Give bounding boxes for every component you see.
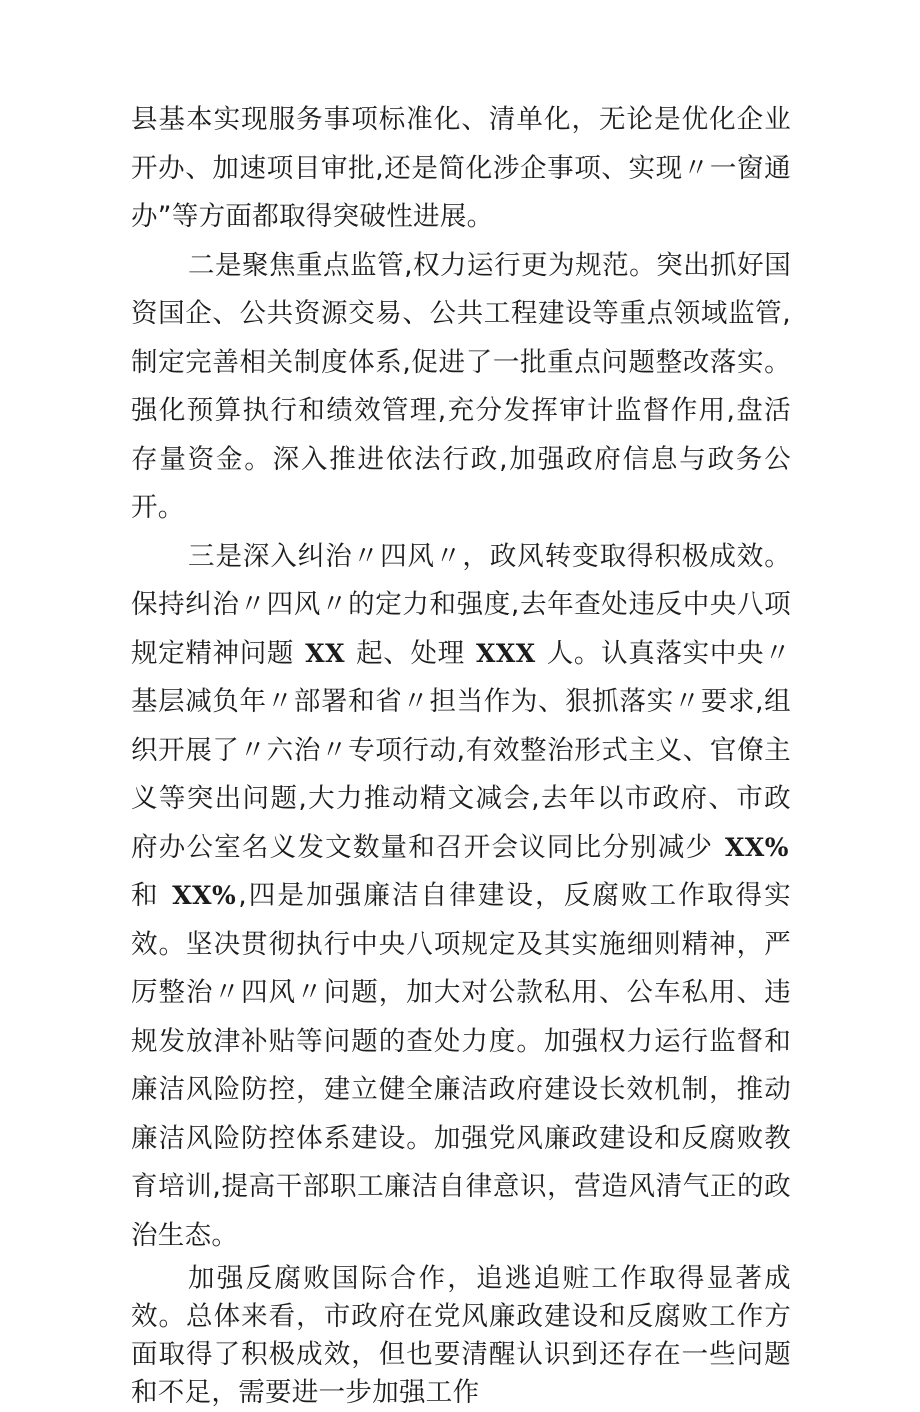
text-run: 三是深入纠治〃四风〃，政风转变取得积极成效。保持纠治〃四风〃的定力和强度,去年查处违反中央八项规定精神问题: [131, 540, 791, 669]
text-run: 和: [131, 880, 171, 911]
document-text-body: [131, 96, 791, 1412]
paragraph-continuation: 县基本实现服务事项标准化、清单化，无论是优化企业开办、加速项目审批,还是简化涉企事项、实现〃一窗通办”等方面都取得突破性进展。: [131, 104, 791, 232]
redacted-number-placeholder: XXX: [475, 638, 536, 668]
redacted-number-placeholder: XX%: [172, 881, 237, 910]
text-run: ,四是加强廉洁自律建设，反腐败工作取得实效。坚决贯彻执行中央八项规定及其实施细则精神，严厉整治〃四风〃问题，加大对公款私用、公车私用、违规发放津补贴等问题的查处力度。加强权力运行监督和廉洁风险防控，建立健全廉洁政府建设长效机制，推动廉洁风险防控体系建设。加强党风廉政建设和反腐败教育培训,提高干部职工廉洁自律意识，营造风清气正的政治生态。: [131, 880, 791, 1251]
redacted-number-placeholder: XX: [305, 638, 345, 668]
text-run: 人。认真落实中央〃基层减负年〃部署和省〃担当作为、狠抓落实〃要求,组织开展了〃六治〃专项行动,有效整治形式主义、官僚主义等突出问题,大力推动精文减会,去年以市政府、市政府办公室名义发文数量和召开会议同比分别减少: [131, 637, 791, 863]
paragraph-item-three: [131, 533, 791, 1261]
redacted-number-placeholder: XX%: [724, 832, 789, 862]
paragraph-item-two: 二是聚焦重点监管,权力运行更为规范。突出抓好国资国企、公共资源交易、公共工程建设等重点领域监管,制定完善相关制度体系,促进了一批重点问题整改落实。强化预算执行和绩效管理,充分发挥审计监督作用,盘活存量资金。深入推进依法行政,加强政府信息与政务公开。: [131, 249, 791, 523]
text-run: 起、处理: [347, 637, 474, 669]
paragraph-summary: 加强反腐败国际合作，追逃追赃工作取得显著成效。总体来看，市政府在党风廉政建设和反腐败工作方面取得了积极成效，但也要清醒认识到还存在一些问题和不足，需要进一步加强工作: [131, 1263, 791, 1408]
